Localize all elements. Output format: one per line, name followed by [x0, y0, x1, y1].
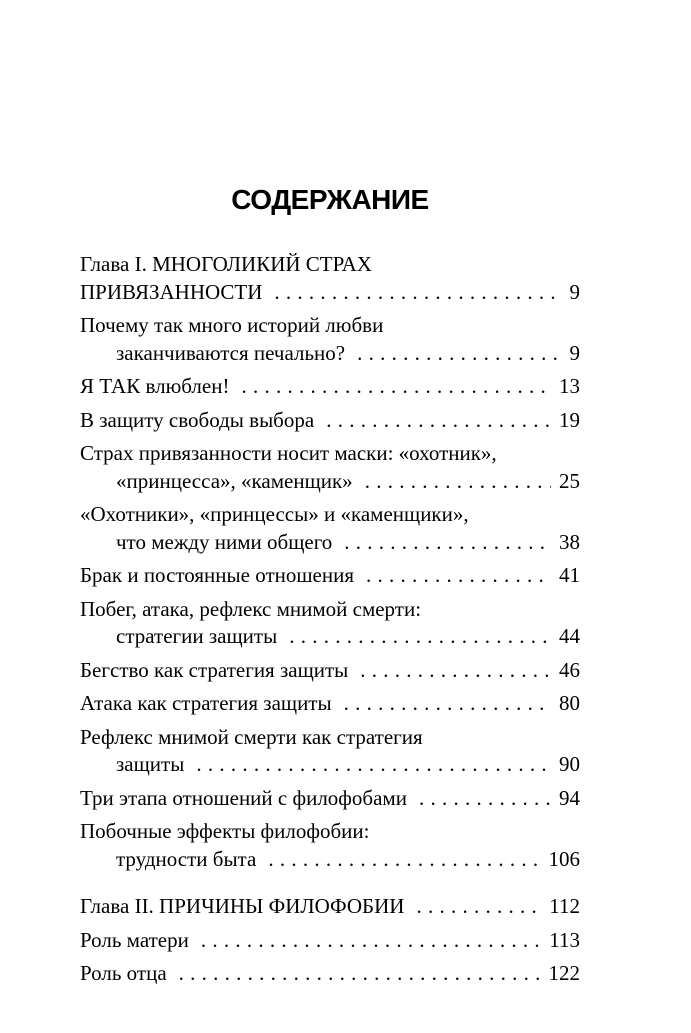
toc-entry-text-line1: Страх привязанности носит маски: «охотник»,: [80, 441, 497, 465]
toc-entry-text-line1: «Охотники», «принцессы» и «каменщики»,: [80, 502, 469, 526]
dot-leader: [419, 785, 551, 813]
toc-entry-text: Бегство как стратегия защиты: [80, 657, 349, 682]
toc-entry-text-line2: ПРИВЯЗАННОСТИ: [80, 279, 263, 304]
toc-entry-text: Глава II. ПРИЧИНЫ ФИЛОФОБИИ: [80, 894, 405, 918]
toc-entry-text: Атака как стратегия защиты: [80, 691, 332, 715]
dot-leader: [201, 927, 541, 955]
dot-leader: [289, 623, 551, 651]
toc-page-number: 80: [559, 691, 580, 715]
toc-entry-text-line1: Почему так много историй любви: [80, 313, 384, 337]
dot-leader: [416, 893, 541, 921]
toc-entry-text-line1: Глава I. МНОГОЛИКИЙ СТРАХ: [80, 252, 372, 276]
toc-entry-text: Три этапа отношений с филофобами: [80, 785, 407, 810]
dot-leader: [196, 751, 551, 779]
toc-page-number: 113: [549, 927, 580, 952]
dot-leader: [274, 279, 561, 307]
table-of-contents: [80, 251, 580, 994]
toc-entry-text-line2: что между ними общего: [116, 529, 333, 554]
dot-leader: [344, 690, 551, 718]
dot-leader: [360, 657, 551, 685]
dot-leader: [366, 562, 551, 590]
toc-entry[interactable]: [80, 927, 580, 955]
toc-entry-text-line2: защиты: [116, 752, 185, 776]
toc-page-number: 38: [559, 529, 580, 554]
toc-entry[interactable]: [80, 724, 580, 779]
toc-entry-text-line2: «принцесса», «каменщик»: [116, 468, 353, 493]
dot-leader: [365, 468, 551, 496]
toc-entry[interactable]: [80, 785, 580, 813]
toc-entry-text: В защиту свободы выбора: [80, 407, 315, 432]
page-title: СОДЕРЖАНИЕ: [231, 184, 429, 215]
toc-entry[interactable]: [80, 501, 580, 556]
dot-leader: [179, 960, 541, 988]
toc-page-number: 112: [549, 894, 580, 918]
toc-page-number: 41: [559, 563, 580, 587]
toc-page-number: 13: [559, 374, 580, 398]
dot-leader: [241, 373, 551, 401]
toc-entry-text: Роль матери: [80, 927, 189, 952]
toc-page-number: 44: [559, 624, 580, 648]
toc-entry[interactable]: [80, 312, 580, 367]
toc-entry[interactable]: [80, 373, 580, 401]
toc-page-number: 19: [559, 407, 580, 432]
toc-entry-chapter-1[interactable]: [80, 251, 580, 306]
toc-entry-text: Брак и постоянные отношения: [80, 563, 354, 587]
toc-page-number: 9: [569, 340, 580, 365]
dot-leader: [357, 340, 561, 368]
toc-page-number: 122: [548, 961, 580, 985]
toc-page-number: 106: [548, 846, 580, 871]
toc-entry-text-line1: Рефлекс мнимой смерти как стратегия: [80, 724, 423, 749]
toc-entry[interactable]: [80, 960, 580, 988]
dot-leader: [268, 846, 540, 874]
toc-entry[interactable]: [80, 407, 580, 435]
toc-entry-chapter-2[interactable]: [80, 893, 580, 921]
toc-entry-text: Роль отца: [80, 961, 167, 985]
toc-page-number: 46: [559, 657, 580, 682]
dot-leader: [344, 529, 551, 557]
toc-entry-text-line2: трудности быта: [116, 846, 257, 871]
toc-entry-text-line2: заканчиваются печально?: [116, 340, 346, 365]
toc-entry[interactable]: [80, 818, 580, 873]
toc-entry-text-line2: стратегии защиты: [116, 624, 278, 648]
toc-page-number: 90: [559, 752, 580, 776]
toc-entry-text-line1: Побочные эффекты филофобии:: [80, 819, 370, 843]
toc-page-number: 25: [559, 468, 580, 493]
toc-entry[interactable]: [80, 657, 580, 685]
toc-entry[interactable]: [80, 440, 580, 495]
toc-entry-text-line1: Побег, атака, рефлекс мнимой смерти:: [80, 596, 422, 621]
toc-entry-text: Я ТАК влюблен!: [80, 374, 230, 398]
toc-entry[interactable]: [80, 562, 580, 590]
toc-page-number: 94: [559, 785, 580, 810]
toc-entry[interactable]: [80, 596, 580, 651]
dot-leader: [326, 407, 551, 435]
toc-entry[interactable]: [80, 690, 580, 718]
toc-page-number: 9: [569, 279, 580, 304]
